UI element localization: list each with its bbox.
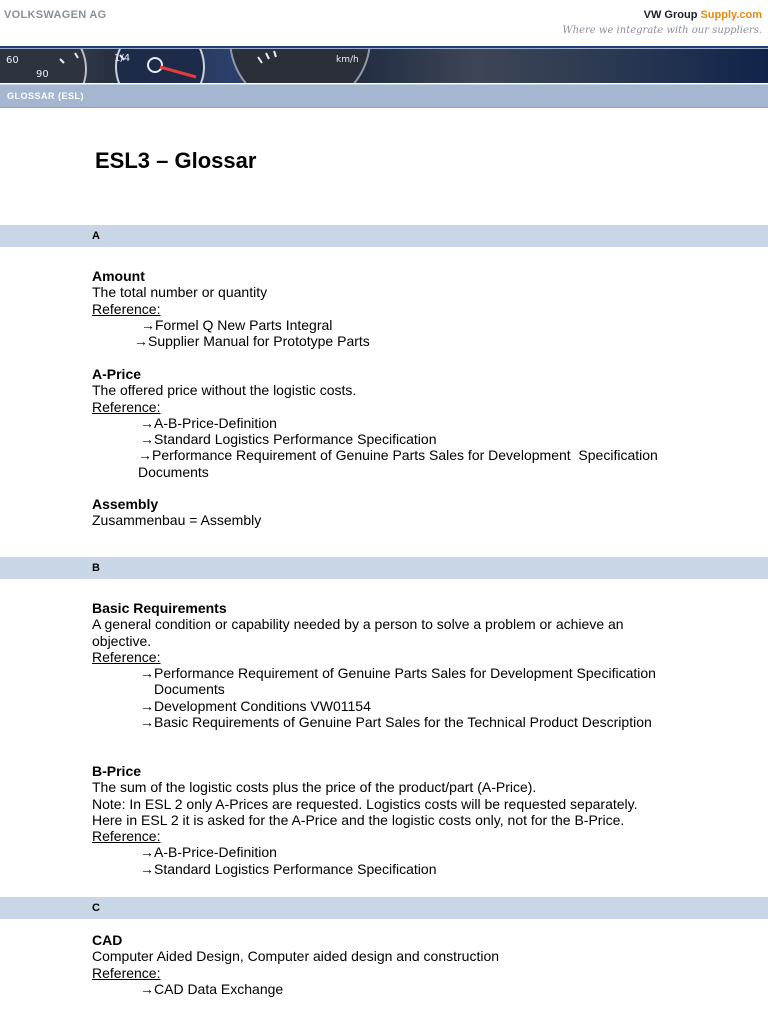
entry-term: CAD [92,932,123,948]
arrow-icon: → [134,333,148,350]
arrow-icon: → [140,980,154,997]
page-title: ESL3 – Glossar [95,148,257,173]
top-header [0,0,768,46]
reference-item[interactable]: →Performance Requirement of Genuine Parts Sales for Development Specification Documents [92,665,692,698]
reference-label: Reference: [92,648,161,665]
reference-label: Reference: [92,398,161,415]
arrow-icon: → [138,447,152,464]
section-letter: C [92,902,100,914]
entry-definition-line: Here in ESL 2 it is asked for the A-Price and the logistic costs only, not for the B-Price. [92,811,625,828]
subnav-bar [0,84,768,108]
glossary-entry-assembly [92,496,692,529]
arrow-icon: → [140,414,154,431]
entry-term: Amount [92,268,145,284]
reference-item-continuation: Documents [138,463,209,480]
entry-definition-line: A general condition or capability needed by a person to solve a problem or achieve an [92,616,624,633]
reference-list [92,844,692,877]
reference-item-continuation: Documents [154,681,225,698]
section-bar-b [0,557,768,579]
reference-list [92,981,692,997]
glossary-entry-amount [92,268,692,349]
gauge-label: 1/4 [114,53,131,64]
reference-item[interactable]: →Performance Requirement of Genuine Parts Sales for Development Specification Documents [92,447,692,480]
entry-definition-line: Note: In ESL 2 only A-Prices are requested. Logistics costs will be requested separately. [92,795,638,812]
entry-definition: The total number or quantity [92,284,268,301]
entry-term: B-Price [92,763,142,779]
glossary-entry-b-price [92,763,692,877]
entry-definition-line: The sum of the logistic costs plus the price of the product/part (A-Price). [92,779,537,796]
reference-list [92,317,692,350]
gauge-label: 60 [6,55,19,66]
arrow-icon: → [141,316,155,333]
group-logo[interactable] [644,9,762,21]
glossary-entry-a-price [92,366,692,480]
speedometer-image [0,49,768,83]
glossary-entry-basic-requirements [92,600,692,730]
entry-term: A-Price [92,366,142,382]
gauge-label: km/h [336,55,359,65]
reference-list [92,415,692,480]
reference-item[interactable]: →Development Conditions VW01154 [140,697,371,714]
entry-definition: Computer Aided Design, Computer aided design and construction [92,948,500,965]
entry-term: Basic Requirements [92,600,227,616]
section-letter: A [92,230,100,242]
brand-logo-text[interactable]: VOLKSWAGEN AG [4,9,107,21]
section-letter: B [92,562,100,574]
reference-item[interactable]: →Standard Logistics Performance Specification [140,431,437,448]
tagline: Where we integrate with our suppliers. [562,25,762,36]
arrow-icon: → [140,860,154,877]
arrow-icon: → [140,665,154,682]
entry-definition: Zusammenbau = Assembly [92,512,262,529]
arrow-icon: → [140,844,154,861]
subnav-label[interactable]: GLOSSAR (ESL) [7,91,85,101]
reference-item[interactable]: →Formel Q New Parts Integral [141,316,333,333]
reference-item[interactable]: →Standard Logistics Performance Specification [140,860,437,877]
glossary-entry-cad [92,932,692,997]
group-logo-prefix: VW Group [643,9,701,21]
arrow-icon: → [140,697,154,714]
arrow-icon: → [140,714,154,731]
reference-item[interactable]: →A-B-Price-Definition [140,414,277,431]
reference-item[interactable]: →A-B-Price-Definition [140,844,277,861]
dashboard-banner [0,49,768,83]
section-bar-c [0,897,768,919]
entry-definition: The offered price without the logistic costs. [92,382,357,399]
section-bar-a [0,225,768,247]
gauge-label: 90 [36,69,49,80]
group-logo-accent: Supply.com [700,9,762,21]
reference-label: Reference: [92,828,161,845]
reference-label: Reference: [92,300,161,317]
reference-label: Reference: [92,964,161,981]
reference-list [92,665,692,730]
entry-definition-line: objective. [92,632,152,649]
reference-item[interactable]: →CAD Data Exchange [140,980,284,997]
reference-item[interactable]: →Supplier Manual for Prototype Parts [134,333,370,350]
entry-term: Assembly [92,496,159,512]
reference-item[interactable]: →Basic Requirements of Genuine Part Sales for the Technical Product Description [140,714,652,731]
arrow-icon: → [140,431,154,448]
